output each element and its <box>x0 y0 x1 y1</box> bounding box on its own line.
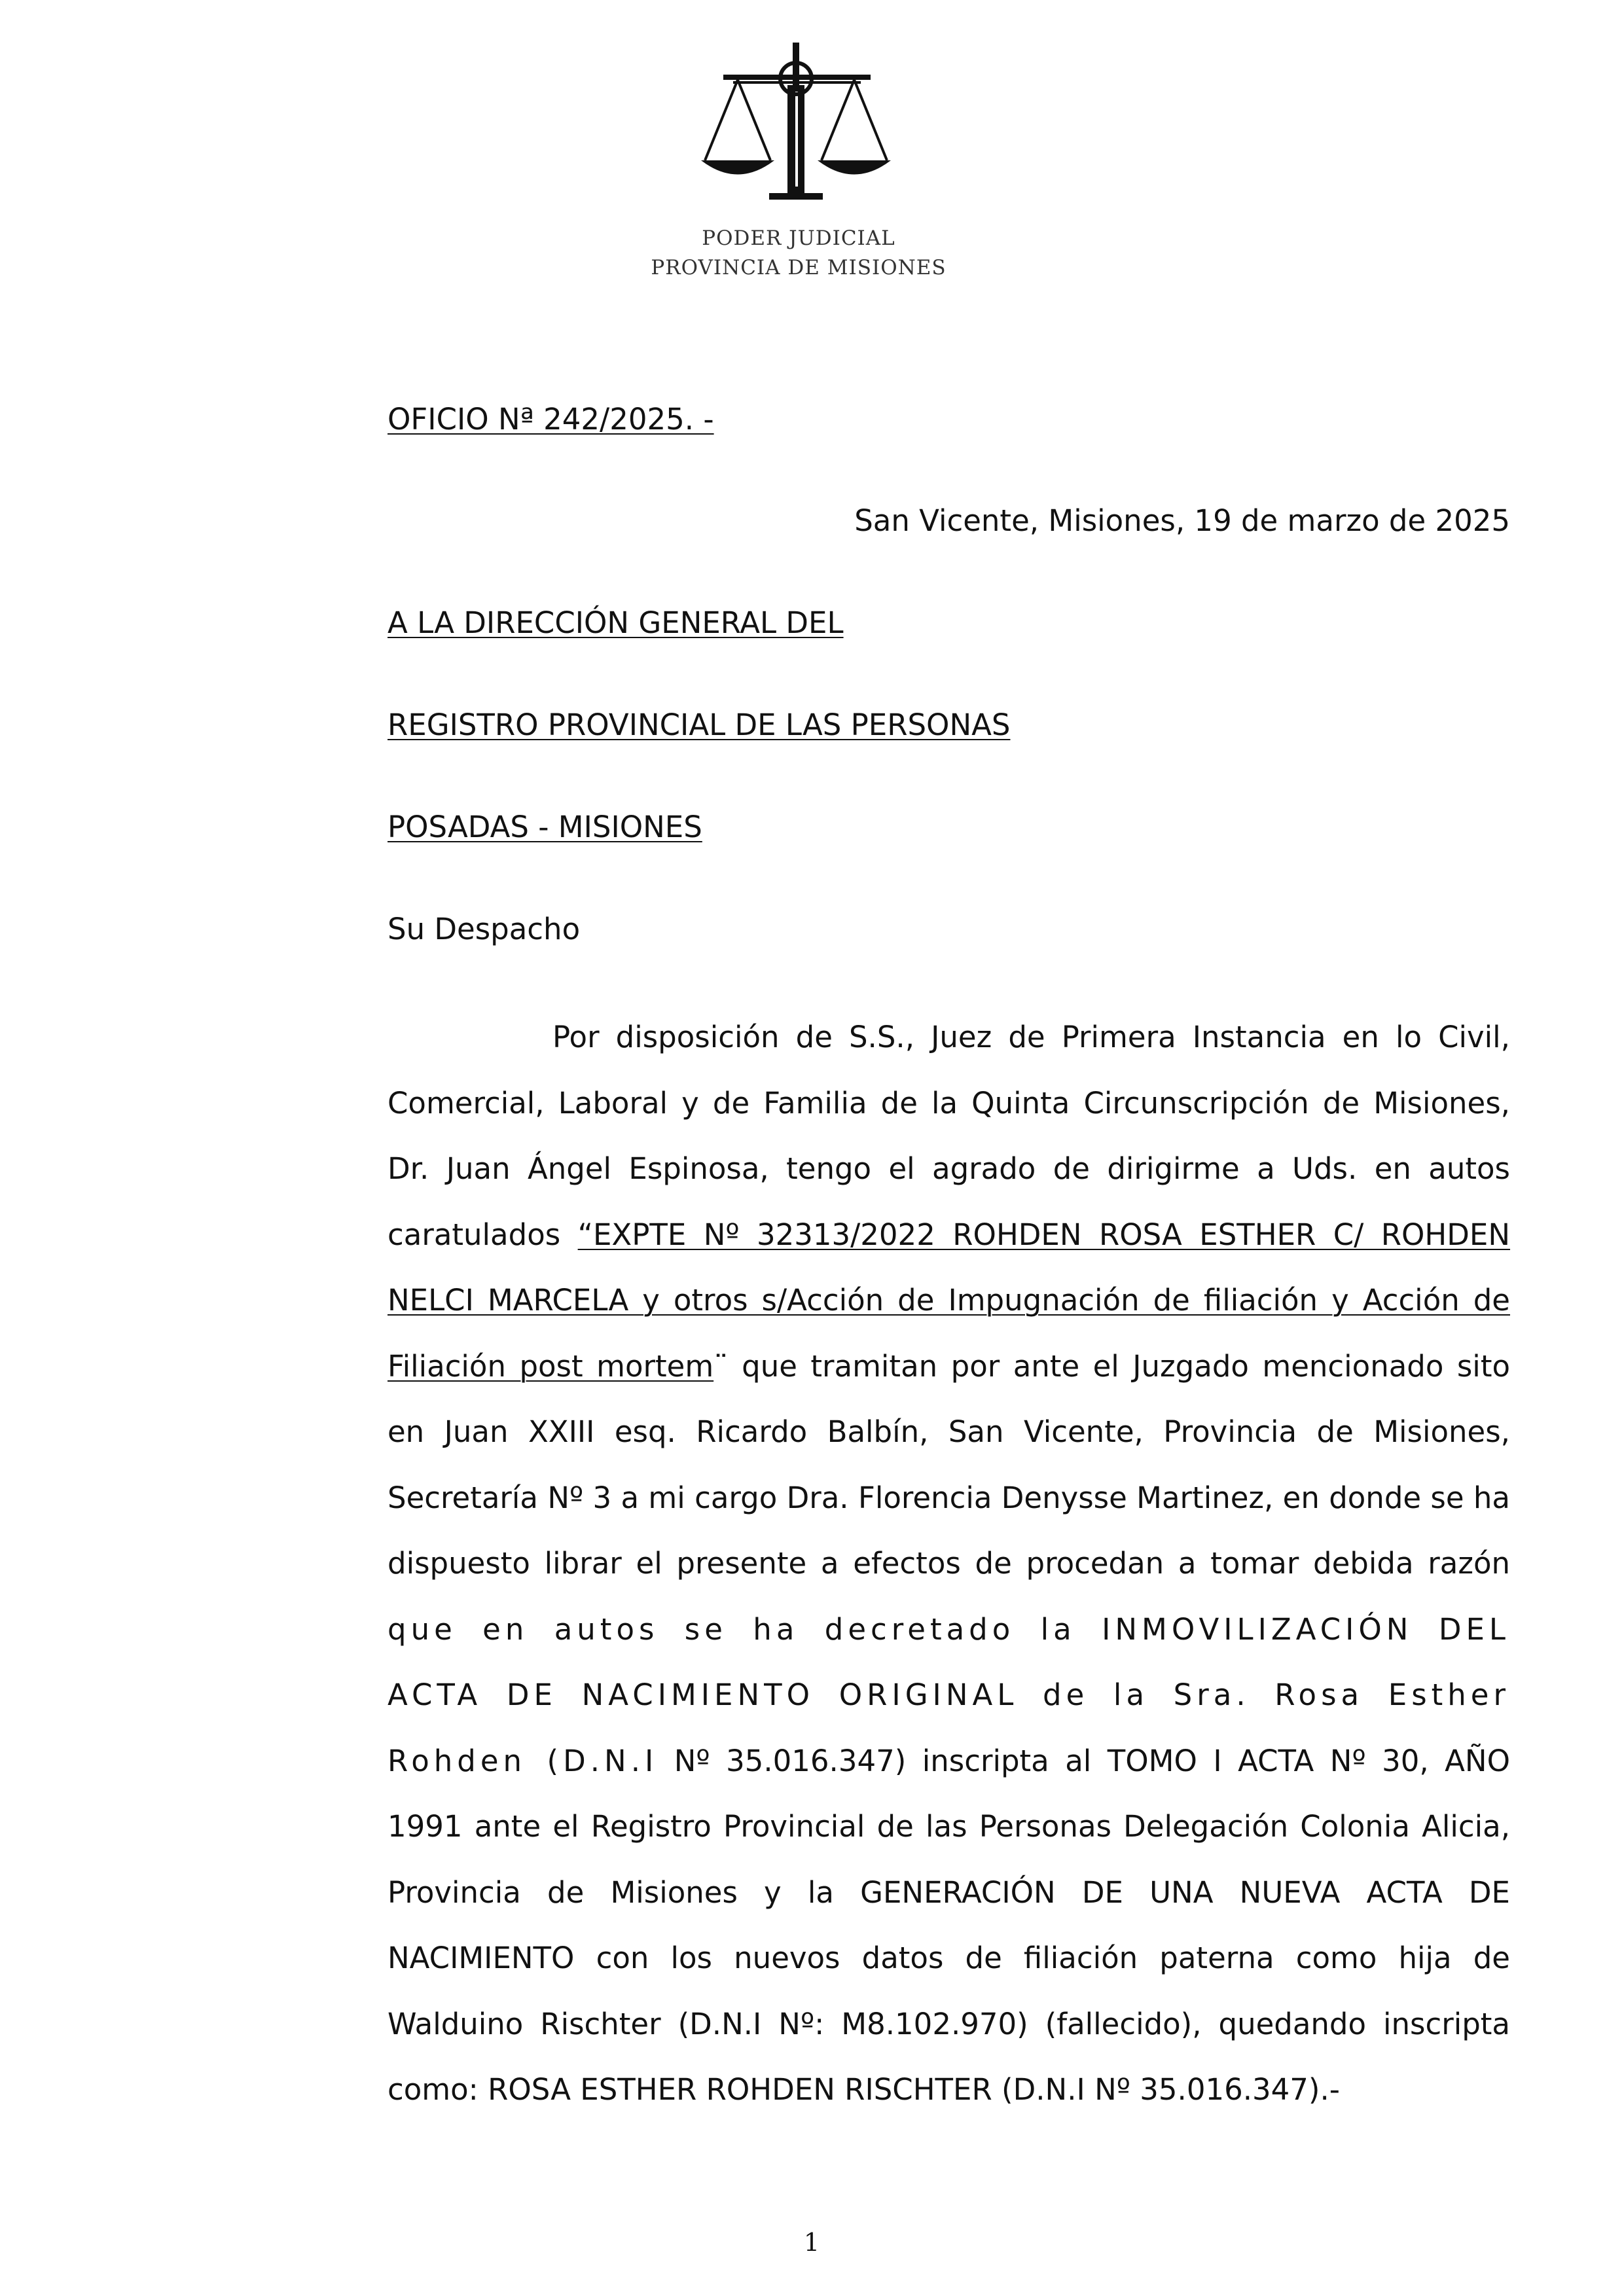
case-title-close: ¨ <box>713 1348 729 1384</box>
institution-line-1: PODER JUDICIAL <box>702 226 895 250</box>
page-number: 1 <box>803 2228 820 2257</box>
body-part-2: que tramitan por ante el Juzgado mencionado sito en Juan XXIII esq. Ricardo Balbín, San Vicente, Provincia de Misiones, Secretaría Nº 3 a mi cargo Dra. Florencia Denysse Martinez, en donde se ha dispuesto librar el presente a efectos de procedan a tomar debida razón <box>388 1348 1510 1581</box>
salutation: Su Despacho <box>388 912 581 946</box>
body-part-3: que en autos se ha decretado la INMOVILIZACIÓN DEL ACTA DE NACIMIENTO ORIGINAL de la Sra. Rosa Esther Rohden (D.N.I <box>388 1611 1510 1778</box>
institution-line-2: PROVINCIA DE MISIONES <box>651 256 947 279</box>
addressee-line-3: POSADAS - MISIONES <box>388 810 702 844</box>
place-date: San Vicente, Misiones, 19 de marzo de 2025 <box>854 503 1510 538</box>
scales-of-justice-icon <box>697 39 900 219</box>
addressee-line-1: A LA DIRECCIÓN GENERAL DEL <box>388 605 844 640</box>
addressee-line-2: REGISTRO PROVINCIAL DE LAS PERSONAS <box>388 708 1011 742</box>
body-part-1: Por disposición de S.S., Juez de Primera Instancia en lo Civil, Comercial, Laboral y de Familia de la Quinta Circunscripción de Misiones, Dr. Juan Ángel Espinosa, tengo el agrado de dirigirme a Uds. en autos caratulados <box>388 1020 1510 1252</box>
case-title: “EXPTE Nº 32313/2022 ROHDEN ROSA ESTHER C/ ROHDEN NELCI MARCELA y otros s/Acción de Impugnación de filiación y Acción de Filiación post mortem <box>388 1217 1511 1384</box>
body-paragraph <box>388 1005 1510 2123</box>
body-part-4: Nº 35.016.347) inscripta al TOMO I ACTA Nº 30, AÑO 1991 ante el Registro Provincial de las Personas Delegación Colonia Alicia, Provincia de Misiones y la GENERACIÓN DE UNA NUEVA ACTA DE NACIMIENTO con los nuevos datos de filiación paterna como hija de Walduino Rischter (D.N.I Nº: M8.102.970) (fallecido), quedando inscripta como: ROSA ESTHER ROHDEN RISCHTER (D.N.I Nº 35.016.347).- <box>388 1743 1511 2107</box>
oficio-number: OFICIO Nª 242/2025. - <box>388 402 714 437</box>
